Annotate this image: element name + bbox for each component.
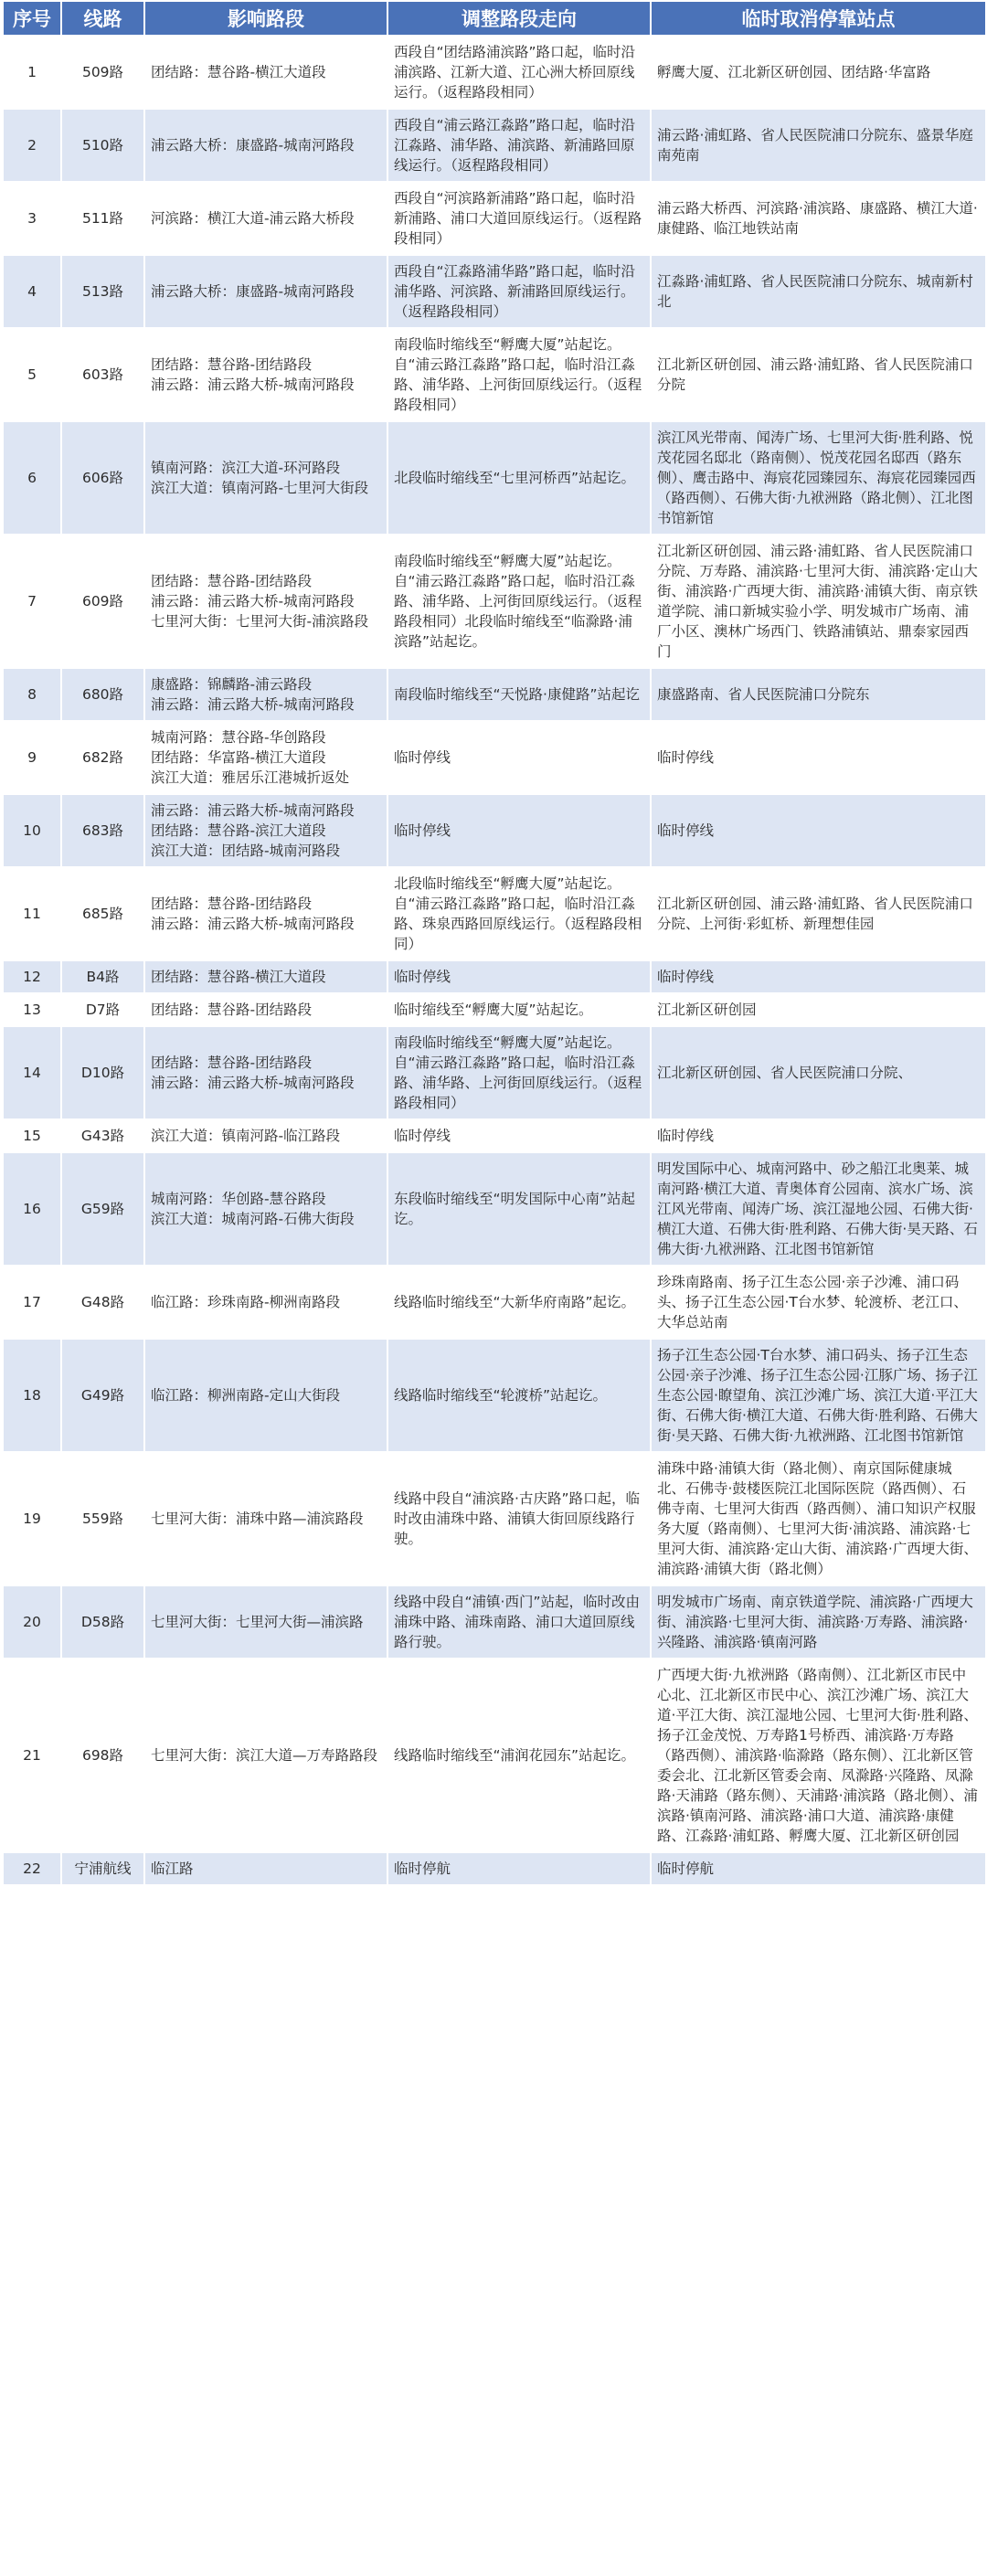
row-line: 680路 <box>61 668 144 721</box>
affected-section-text: 七里河大街：七里河大街-浦滨路段 <box>151 613 369 630</box>
row-line: 511路 <box>61 182 144 255</box>
row-line: 603路 <box>61 328 144 421</box>
row-adjusted-route: 临时停线 <box>387 721 651 794</box>
affected-section-text: 浦云路：浦云路大桥-城南河路段 <box>151 696 355 713</box>
row-affected-section <box>144 1452 387 1585</box>
row-index: 12 <box>3 960 61 993</box>
row-index: 2 <box>3 109 61 182</box>
table-row <box>3 1026 986 1119</box>
row-adjusted-route: 线路临时缩线至“浦润花园东”站起讫。 <box>387 1659 651 1852</box>
header-affected-section: 影响路段 <box>144 1 387 36</box>
table-row <box>3 182 986 255</box>
row-affected-section <box>144 668 387 721</box>
row-cancelled-stops: 扬子江生态公园·T台水梦、浦口码头、扬子江生态公园·亲子沙滩、扬子江生态公园·江豚广场、扬子江生态公园·瞭望角、滨江沙滩广场、滨江大道·平江大街、石佛大街·横江大道、石佛大街·胜利路、石佛大街·昊天路、石佛大街·九袱洲路、江北图书馆新馆 <box>651 1339 986 1452</box>
affected-section-text: 团结路：慧谷路-滨江大道段 <box>151 822 326 839</box>
header-adjusted-route: 调整路段走向 <box>387 1 651 36</box>
affected-section-text: 团结路：华富路-横江大道段 <box>151 749 326 766</box>
row-affected-section <box>144 182 387 255</box>
affected-section-text: 浦云路：浦云路大桥-城南河路段 <box>151 916 355 932</box>
row-index: 8 <box>3 668 61 721</box>
row-affected-section <box>144 109 387 182</box>
affected-section-text: 浦云路：浦云路大桥-城南河路段 <box>151 802 355 819</box>
row-cancelled-stops: 江北新区研创园、省人民医院浦口分院、 <box>651 1026 986 1119</box>
row-index: 9 <box>3 721 61 794</box>
row-index: 17 <box>3 1266 61 1339</box>
row-adjusted-route: 西段自“浦云路江淼路”路口起，临时沿江淼路、浦华路、浦滨路、新浦路回原线运行。（返程路段相同） <box>387 109 651 182</box>
row-index: 1 <box>3 36 61 109</box>
row-cancelled-stops: 临时停线 <box>651 721 986 794</box>
row-adjusted-route: 临时停线 <box>387 794 651 867</box>
affected-section-text: 七里河大街：浦珠中路—浦滨路段 <box>151 1511 364 1527</box>
row-index: 11 <box>3 867 61 960</box>
affected-section-text: 康盛路：锦麟路-浦云路段 <box>151 676 313 693</box>
table-row <box>3 1452 986 1585</box>
row-adjusted-route: 南段临时缩线至“孵鹰大厦”站起讫。自“浦云路江淼路”路口起，临时沿江淼路、浦华路、上河街回原线运行。（返程路段相同）北段临时缩线至“临滁路·浦滨路”站起讫。 <box>387 535 651 668</box>
row-affected-section <box>144 1585 387 1659</box>
table-row <box>3 1585 986 1659</box>
row-line: 685路 <box>61 867 144 960</box>
row-index: 20 <box>3 1585 61 1659</box>
affected-section-text: 滨江大道：城南河路-石佛大街段 <box>151 1211 355 1227</box>
row-affected-section <box>144 721 387 794</box>
affected-section-text: 七里河大街：滨江大道—万寿路路段 <box>151 1747 378 1764</box>
table-row <box>3 36 986 109</box>
affected-section-text: 临江路：柳洲南路-定山大街段 <box>151 1387 341 1404</box>
table-row <box>3 794 986 867</box>
row-adjusted-route: 临时停线 <box>387 1119 651 1152</box>
row-affected-section <box>144 960 387 993</box>
table-header-row <box>3 1 986 36</box>
row-index: 14 <box>3 1026 61 1119</box>
row-index: 7 <box>3 535 61 668</box>
row-line: 559路 <box>61 1452 144 1585</box>
row-line: G49路 <box>61 1339 144 1452</box>
header-line: 线路 <box>61 1 144 36</box>
row-adjusted-route: 临时缩线至“孵鹰大厦”站起讫。 <box>387 993 651 1026</box>
affected-section-text: 镇南河路：滨江大道-环河路段 <box>151 460 341 476</box>
row-affected-section <box>144 328 387 421</box>
table-row <box>3 993 986 1026</box>
affected-section-text: 浦云路大桥：康盛路-城南河路段 <box>151 283 355 300</box>
route-adjustment-table <box>2 0 987 1886</box>
row-affected-section <box>144 255 387 328</box>
row-adjusted-route: 线路中段自“浦镇·西门”站起，临时改由浦珠中路、浦珠南路、浦口大道回原线路行驶。 <box>387 1585 651 1659</box>
row-affected-section <box>144 36 387 109</box>
row-line: G43路 <box>61 1119 144 1152</box>
table-row <box>3 668 986 721</box>
affected-section-text: 城南河路：华创路-慧谷路段 <box>151 1191 326 1207</box>
row-affected-section <box>144 1266 387 1339</box>
affected-section-text: 浦云路：浦云路大桥-城南河路段 <box>151 376 355 393</box>
row-index: 10 <box>3 794 61 867</box>
row-cancelled-stops: 广西埂大街·九袱洲路（路南侧）、江北新区市民中心北、江北新区市民中心、滨江沙滩广场、滨江大道·平江大街、滨江湿地公园、七里河大街·胜利路、扬子江金茂悦、万寿路1号桥西、浦滨路·万寿路（路西侧）、浦滨路·临滁路（路东侧）、江北新区管委会北、江北新区管委会南、凤滁路·兴隆路、凤滁路·天浦路（路东侧）、天浦路·浦滨路（路北侧）、浦滨路·镇南河路、浦滨路·浦口大道、浦滨路·康健路、江淼路·浦虹路、孵鹰大厦、江北新区研创园 <box>651 1659 986 1852</box>
header-index: 序号 <box>3 1 61 36</box>
row-adjusted-route: 临时停线 <box>387 960 651 993</box>
row-cancelled-stops: 江北新区研创园、浦云路·浦虹路、省人民医院浦口分院、上河街·彩虹桥、新理想佳园 <box>651 867 986 960</box>
row-line: G48路 <box>61 1266 144 1339</box>
row-line: 513路 <box>61 255 144 328</box>
row-line: 509路 <box>61 36 144 109</box>
row-affected-section <box>144 993 387 1026</box>
row-cancelled-stops: 孵鹰大厦、江北新区研创园、团结路·华富路 <box>651 36 986 109</box>
row-index: 3 <box>3 182 61 255</box>
row-index: 22 <box>3 1852 61 1885</box>
row-cancelled-stops: 江北新区研创园、浦云路·浦虹路、省人民医院浦口分院 <box>651 328 986 421</box>
row-line: D7路 <box>61 993 144 1026</box>
row-line: D10路 <box>61 1026 144 1119</box>
row-affected-section <box>144 1339 387 1452</box>
row-adjusted-route: 东段临时缩线至“明发国际中心南”站起讫。 <box>387 1152 651 1266</box>
table-body <box>3 36 986 1885</box>
table-row <box>3 721 986 794</box>
row-index: 16 <box>3 1152 61 1266</box>
row-cancelled-stops: 康盛路南、省人民医院浦口分院东 <box>651 668 986 721</box>
row-cancelled-stops: 临时停航 <box>651 1852 986 1885</box>
affected-section-text: 团结路：慧谷路-团结路段 <box>151 356 313 373</box>
affected-section-text: 团结路：慧谷路-横江大道段 <box>151 64 326 80</box>
affected-section-text: 团结路：慧谷路-横江大道段 <box>151 969 326 985</box>
affected-section-text: 滨江大道：镇南河路-七里河大街段 <box>151 480 369 496</box>
row-cancelled-stops: 临时停线 <box>651 1119 986 1152</box>
row-affected-section <box>144 535 387 668</box>
affected-section-text: 临江路：珍珠南路-柳洲南路段 <box>151 1294 341 1310</box>
row-adjusted-route: 线路临时缩线至“轮渡桥”站起讫。 <box>387 1339 651 1452</box>
row-index: 13 <box>3 993 61 1026</box>
table-row <box>3 1152 986 1266</box>
row-cancelled-stops: 江淼路·浦虹路、省人民医院浦口分院东、城南新村北 <box>651 255 986 328</box>
row-affected-section <box>144 421 387 535</box>
affected-section-text: 河滨路：横江大道-浦云路大桥段 <box>151 210 355 227</box>
table-row <box>3 255 986 328</box>
row-index: 18 <box>3 1339 61 1452</box>
row-adjusted-route: 北段临时缩线至“七里河桥西”站起讫。 <box>387 421 651 535</box>
affected-section-text: 滨江大道：团结路-城南河路段 <box>151 843 341 859</box>
row-index: 21 <box>3 1659 61 1852</box>
affected-section-text: 滨江大道：镇南河路-临江路段 <box>151 1128 341 1144</box>
row-line: 宁浦航线 <box>61 1852 144 1885</box>
table-row <box>3 1659 986 1852</box>
row-line: B4路 <box>61 960 144 993</box>
row-affected-section <box>144 1852 387 1885</box>
row-cancelled-stops: 浦云路大桥西、河滨路·浦滨路、康盛路、横江大道·康健路、临江地铁站南 <box>651 182 986 255</box>
affected-section-text: 团结路：慧谷路-团结路段 <box>151 1055 313 1071</box>
row-index: 15 <box>3 1119 61 1152</box>
row-cancelled-stops: 临时停线 <box>651 794 986 867</box>
affected-section-text: 滨江大道：雅居乐江港城折返处 <box>151 769 350 786</box>
table-row <box>3 1339 986 1452</box>
row-adjusted-route: 南段临时缩线至“天悦路·康健路”站起讫 <box>387 668 651 721</box>
affected-section-text: 浦云路大桥：康盛路-城南河路段 <box>151 137 355 154</box>
affected-section-text: 团结路：慧谷路-团结路段 <box>151 896 313 912</box>
row-line: 698路 <box>61 1659 144 1852</box>
affected-section-text: 浦云路：浦云路大桥-城南河路段 <box>151 593 355 610</box>
table-row <box>3 535 986 668</box>
row-adjusted-route: 西段自“团结路浦滨路”路口起，临时沿浦滨路、江新大道、江心洲大桥回原线运行。（返程路段相同） <box>387 36 651 109</box>
table-row <box>3 1852 986 1885</box>
table-row <box>3 421 986 535</box>
row-affected-section <box>144 1026 387 1119</box>
affected-section-text: 七里河大街：七里河大街—浦滨路 <box>151 1614 364 1630</box>
row-cancelled-stops: 江北新区研创园、浦云路·浦虹路、省人民医院浦口分院、万寿路、浦滨路·七里河大街、浦滨路·定山大街、浦滨路·广西埂大街、浦滨路·浦镇大街、南京铁道学院、浦口新城实验小学、明发城市广场南、浦厂小区、澳林广场西门、铁路浦镇站、鼎泰家园西门 <box>651 535 986 668</box>
row-adjusted-route: 北段临时缩线至“孵鹰大厦”站起讫。自“浦云路江淼路”路口起，临时沿江淼路、珠泉西路回原线运行。（返程路段相同） <box>387 867 651 960</box>
row-affected-section <box>144 1152 387 1266</box>
table-row <box>3 1119 986 1152</box>
table-row <box>3 328 986 421</box>
affected-section-text: 临江路 <box>151 1860 194 1877</box>
row-adjusted-route: 西段自“河滨路新浦路”路口起，临时沿新浦路、浦口大道回原线运行。（返程路段相同） <box>387 182 651 255</box>
row-line: 683路 <box>61 794 144 867</box>
header-cancelled-stops: 临时取消停靠站点 <box>651 1 986 36</box>
row-line: D58路 <box>61 1585 144 1659</box>
row-cancelled-stops: 明发国际中心、城南河路中、砂之船江北奥莱、城南河路·横江大道、青奥体育公园南、滨水广场、滨江风光带南、闻涛广场、滨江湿地公园、石佛大街·横江大道、石佛大街·胜利路、石佛大街·昊天路、石佛大街·九袱洲路、江北图书馆新馆 <box>651 1152 986 1266</box>
affected-section-text: 城南河路：慧谷路-华创路段 <box>151 729 326 746</box>
affected-section-text: 团结路：慧谷路-团结路段 <box>151 1002 313 1018</box>
row-affected-section <box>144 1659 387 1852</box>
affected-section-text: 团结路：慧谷路-团结路段 <box>151 573 313 589</box>
affected-section-text: 浦云路：浦云路大桥-城南河路段 <box>151 1075 355 1091</box>
row-adjusted-route: 线路中段自“浦滨路·古庆路”路口起，临时改由浦珠中路、浦镇大街回原线路行驶。 <box>387 1452 651 1585</box>
table-row <box>3 960 986 993</box>
row-adjusted-route: 临时停航 <box>387 1852 651 1885</box>
row-adjusted-route: 南段临时缩线至“孵鹰大厦”站起讫。自“浦云路江淼路”路口起，临时沿江淼路、浦华路、上河街回原线运行。（返程路段相同） <box>387 1026 651 1119</box>
row-adjusted-route: 西段自“江淼路浦华路”路口起，临时沿浦华路、河滨路、新浦路回原线运行。（返程路段相同） <box>387 255 651 328</box>
row-adjusted-route: 线路临时缩线至“大新华府南路”起讫。 <box>387 1266 651 1339</box>
row-cancelled-stops: 浦云路·浦虹路、省人民医院浦口分院东、盛景华庭南苑南 <box>651 109 986 182</box>
row-index: 6 <box>3 421 61 535</box>
table-row <box>3 1266 986 1339</box>
row-line: 510路 <box>61 109 144 182</box>
row-line: 682路 <box>61 721 144 794</box>
row-index: 19 <box>3 1452 61 1585</box>
row-adjusted-route: 南段临时缩线至“孵鹰大厦”站起讫。自“浦云路江淼路”路口起，临时沿江淼路、浦华路、上河街回原线运行。（返程路段相同） <box>387 328 651 421</box>
table-row <box>3 867 986 960</box>
row-line: G59路 <box>61 1152 144 1266</box>
row-affected-section <box>144 867 387 960</box>
row-cancelled-stops: 滨江风光带南、闻涛广场、七里河大街·胜利路、悦茂花园名邸北（路南侧）、悦茂花园名邸西（路东侧）、鹰击路中、海宸花园臻园东、海宸花园臻园西（路西侧）、石佛大街·九袱洲路（路北侧）、江北图书馆新馆 <box>651 421 986 535</box>
table-row <box>3 109 986 182</box>
row-cancelled-stops: 江北新区研创园 <box>651 993 986 1026</box>
row-cancelled-stops: 临时停线 <box>651 960 986 993</box>
row-cancelled-stops: 明发城市广场南、南京铁道学院、浦滨路·广西埂大街、浦滨路·七里河大街、浦滨路·万寿路、浦滨路·兴隆路、浦滨路·镇南河路 <box>651 1585 986 1659</box>
row-index: 5 <box>3 328 61 421</box>
row-affected-section <box>144 794 387 867</box>
row-cancelled-stops: 珍珠南路南、扬子江生态公园·亲子沙滩、浦口码头、扬子江生态公园·T台水梦、轮渡桥、老江口、大华总站南 <box>651 1266 986 1339</box>
row-line: 609路 <box>61 535 144 668</box>
row-cancelled-stops: 浦珠中路·浦镇大街（路北侧）、南京国际健康城北、石佛寺·鼓楼医院江北国际医院（路西侧）、石佛寺南、七里河大街西（路西侧）、浦口知识产权服务大厦（路南侧）、七里河大街·浦滨路、浦滨路·七里河大街、浦滨路·定山大街、浦滨路·广西埂大街、浦滨路·浦镇大街（路北侧） <box>651 1452 986 1585</box>
row-line: 606路 <box>61 421 144 535</box>
row-affected-section <box>144 1119 387 1152</box>
row-index: 4 <box>3 255 61 328</box>
